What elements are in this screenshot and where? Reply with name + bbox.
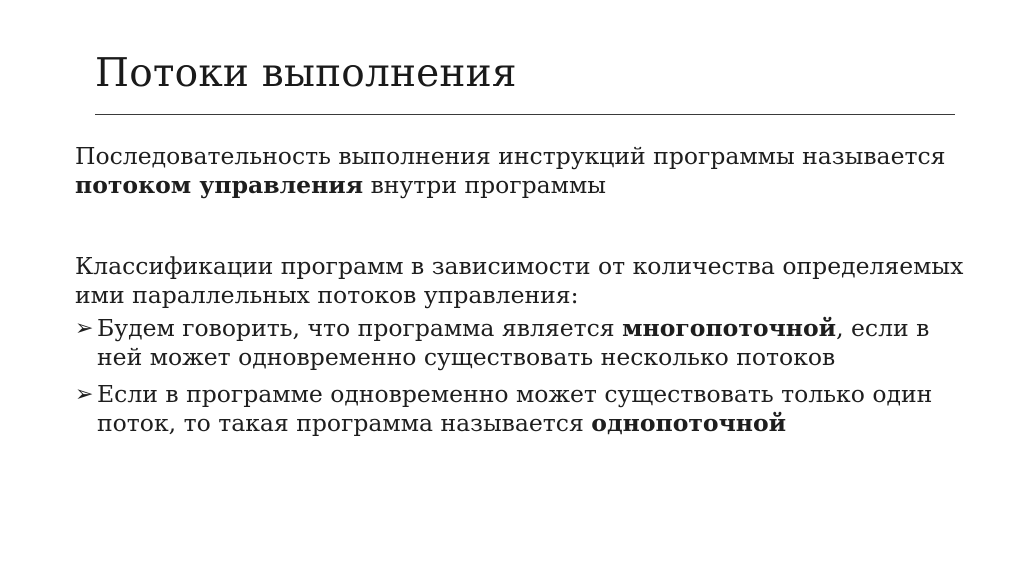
arrow-bullet-icon: ➢ — [75, 382, 94, 407]
bullet-text: , если в ней может одновременно существовать несколько потоков — [97, 314, 930, 371]
paragraph-classification: Классификации программ в зависимости от количества определяемых ими параллельных потоков управления: — [75, 252, 964, 309]
paragraph-text: внутри программы — [363, 171, 606, 199]
bullet-text: Будем говорить, что программа является — [97, 314, 623, 342]
term-control-flow: потоком управления — [75, 171, 364, 199]
term-singlethreaded: однопоточной — [591, 409, 787, 437]
paragraph-text: Последовательность выполнения инструкций программы называется — [75, 142, 946, 170]
term-multithreaded: многопоточной — [622, 314, 837, 342]
paragraph-control-flow — [75, 142, 975, 200]
slide-body — [75, 142, 975, 438]
bullet-item-multithreaded — [75, 314, 975, 372]
arrow-bullet-icon: ➢ — [75, 316, 94, 341]
bullet-item-singlethreaded — [75, 380, 975, 438]
slide-title: Потоки выполнения — [95, 51, 517, 96]
bullet-text: Если в программе одновременно может существовать только один поток, то такая программа называется — [97, 380, 933, 437]
title-divider — [95, 114, 955, 115]
